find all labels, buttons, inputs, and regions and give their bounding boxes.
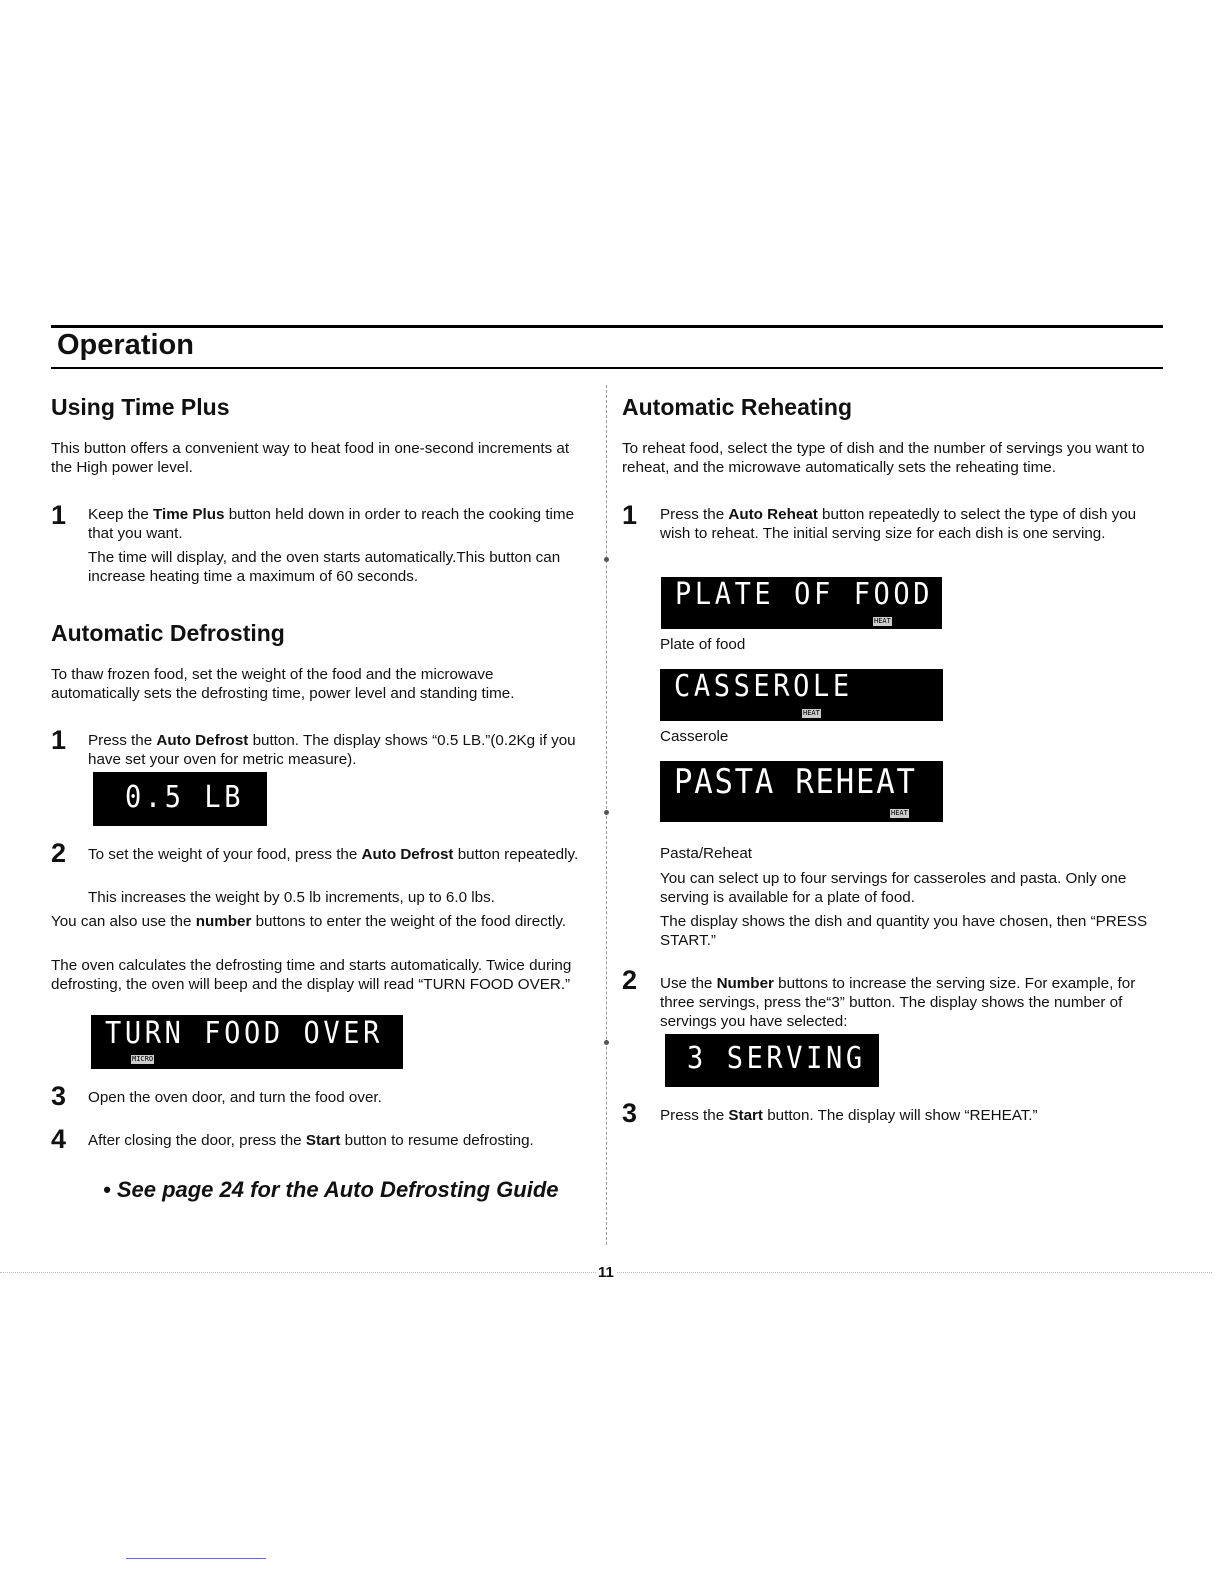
step-number: 2	[622, 965, 638, 995]
defrost-step4: After closing the door, press the Start button to resume defrosting.	[88, 1132, 534, 1149]
display-caption: Plate of food	[660, 636, 746, 653]
defrost-step2-note: This increases the weight by 0.5 lb increments, up to 6.0 lbs.	[88, 889, 495, 906]
divider-dot	[604, 810, 609, 815]
header-rule-top	[51, 325, 1163, 328]
lcd-display-pasta: PASTA REHEAT HEAT	[660, 761, 943, 822]
step-number: 3	[622, 1098, 638, 1128]
page-number: 11	[598, 1264, 614, 1281]
reheat-step2: Use the Number buttons to increase the serving size. For example, for three servings, press the“3” button. The display shows the number of servings you have selected:	[660, 975, 1136, 1030]
lcd-display-plate: PLATE OF FOOD HEAT	[661, 577, 942, 629]
step-number: 1	[51, 725, 67, 755]
defrost-turn-note: The oven calculates the defrosting time and starts automatically. Twice during defrosting, the oven will beep and the display will read “TURN FOOD OVER.”	[51, 957, 572, 993]
heat-indicator: HEAT	[874, 617, 891, 625]
defrost-guide-reference: • See page 24 for the Auto Defrosting Guide	[103, 1177, 559, 1202]
defrost-step1: Press the Auto Defrost button. The display shows “0.5 LB.”(0.2Kg if you have set your oven for metric measure).	[88, 732, 576, 768]
step-number: 2	[51, 838, 67, 868]
defrost-step2: To set the weight of your food, press the Auto Defrost button repeatedly.	[88, 846, 579, 863]
heat-indicator: HEAT	[803, 709, 820, 717]
page-title: Operation	[57, 329, 194, 361]
time-plus-intro: This button offers a convenient way to heat food in one-second increments at the High power level.	[51, 440, 570, 476]
lcd-display-casserole: CASSEROLE HEAT	[660, 669, 943, 721]
reheat-intro: To reheat food, select the type of dish and the number of servings you want to reheat, and the microwave automatically sets the reheating time.	[622, 440, 1145, 476]
reheat-display-note: The display shows the dish and quantity you have chosen, then “PRESS START.”	[660, 913, 1148, 949]
reheat-servings-note: You can select up to four servings for casseroles and pasta. Only one serving is available for a plate of food.	[660, 870, 1127, 906]
section-heading-reheat: Automatic Reheating	[622, 394, 853, 420]
time-plus-step1: Keep the Time Plus button held down in order to reach the cooking time that you want.	[88, 506, 575, 542]
divider-dot	[604, 557, 609, 562]
display-caption: Casserole	[660, 728, 729, 745]
reheat-step3: Press the Start button. The display will show “REHEAT.”	[660, 1107, 1038, 1124]
column-divider	[606, 385, 607, 1245]
lcd-display-turn-food: TURN FOOD OVER MICRO	[91, 1015, 403, 1069]
micro-indicator: MICRO	[132, 1055, 154, 1063]
section-heading-time-plus: Using Time Plus	[51, 394, 230, 420]
time-plus-step1-note: The time will display, and the oven starts automatically.This button can increase heating time a maximum of 60 seconds.	[88, 549, 561, 585]
defrost-number-note: You can also use the number buttons to enter the weight of the food directly.	[51, 913, 567, 930]
display-caption: Pasta/Reheat	[660, 845, 753, 862]
scan-artifact-line	[126, 1558, 266, 1559]
header-rule-bottom	[51, 367, 1163, 369]
step-number: 4	[51, 1124, 67, 1154]
step-number: 1	[51, 500, 67, 530]
divider-dot	[604, 1040, 609, 1045]
defrost-intro: To thaw frozen food, set the weight of the food and the microwave automatically sets the defrosting time, power level and standing time.	[51, 666, 515, 702]
heat-indicator: HEAT	[891, 809, 908, 817]
reheat-step1: Press the Auto Reheat button repeatedly to select the type of dish you wish to reheat. The initial serving size for each dish is one serving.	[660, 506, 1137, 542]
step-number: 3	[51, 1081, 67, 1111]
step-number: 1	[622, 500, 638, 530]
section-heading-defrost: Automatic Defrosting	[51, 620, 285, 646]
lcd-display-weight: 0.5 LB	[93, 772, 267, 826]
defrost-step3: Open the oven door, and turn the food over.	[88, 1089, 382, 1106]
lcd-display-servings: 3 SERVING	[665, 1034, 879, 1087]
